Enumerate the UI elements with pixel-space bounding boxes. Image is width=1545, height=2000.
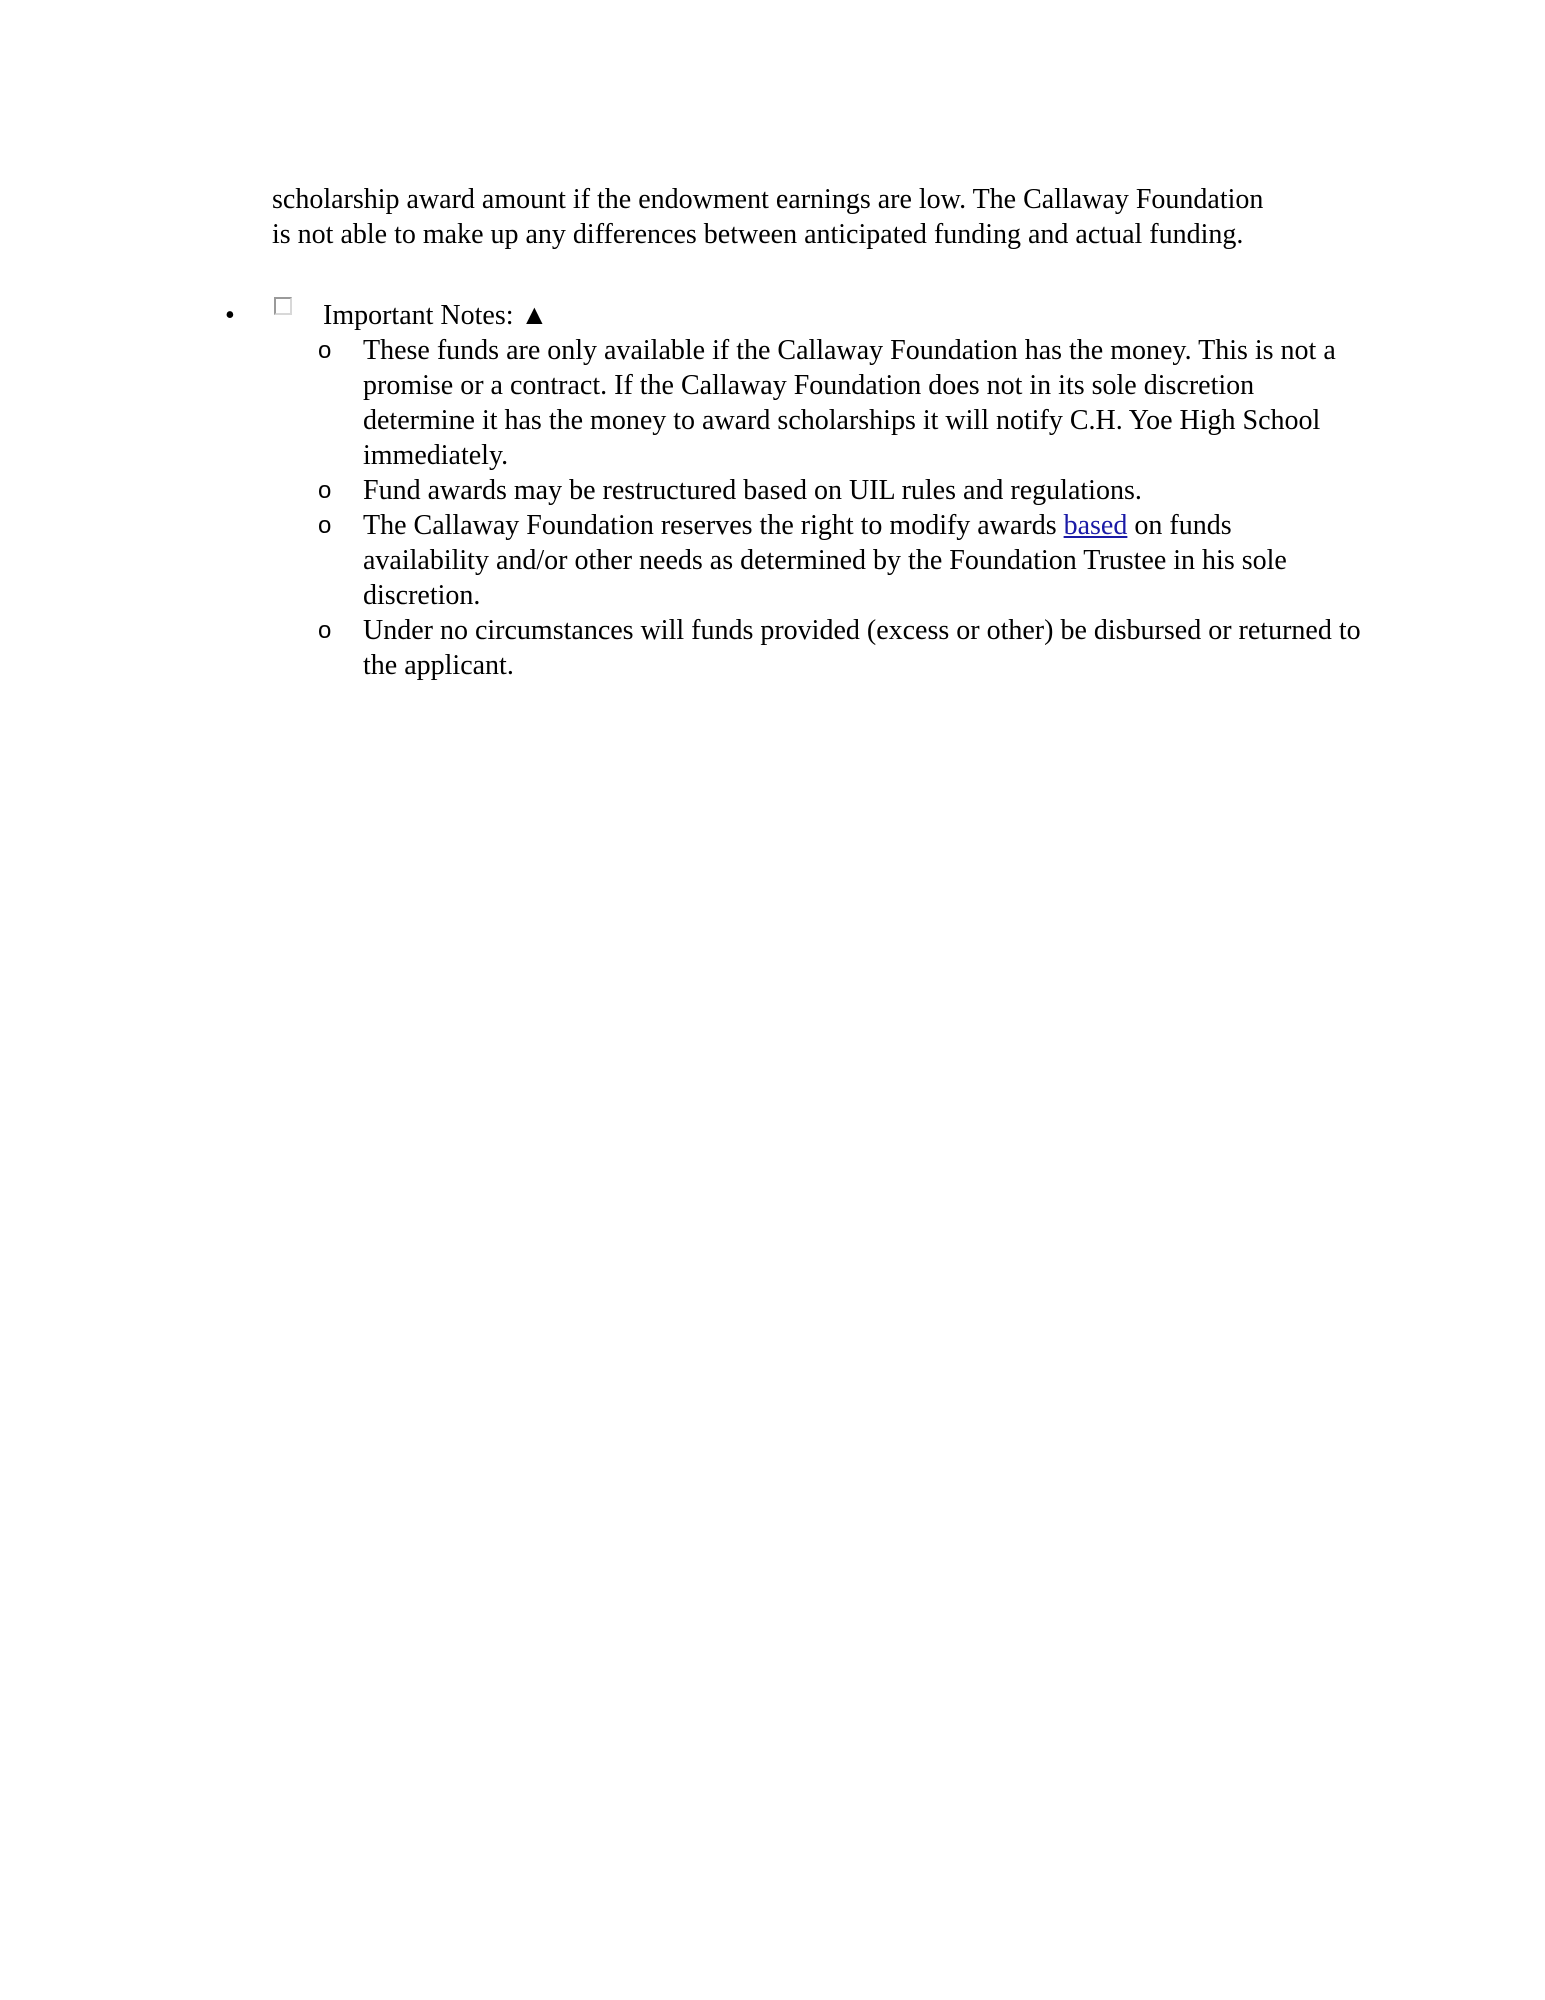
list-item xyxy=(0,473,1545,508)
intro-paragraph xyxy=(272,182,1372,252)
intro-line-2: is not able to make up any differences between anticipated funding and actual funding. xyxy=(272,219,1244,250)
note-text xyxy=(363,508,1363,613)
list-item xyxy=(0,333,1545,473)
important-notes-heading: Important Notes: ▲ xyxy=(323,300,549,331)
notes-list xyxy=(0,333,1545,683)
note-text-after-link: on funds availability and/or other needs as determined by the Foundation Trustee in his sole discretion. xyxy=(363,510,1287,611)
based-link[interactable]: based xyxy=(1063,510,1128,541)
checkbox-icon[interactable] xyxy=(274,297,292,315)
note-text: Fund awards may be restructured based on UIL rules and regulations. xyxy=(363,475,1142,506)
intro-line-1: scholarship award amount if the endowment earnings are low. The Callaway Foundation xyxy=(272,184,1264,215)
note-text: These funds are only available if the Callaway Foundation has the money. This is not a promise or a contract. If the Callaway Foundation does not in its sole discretion determine it has the money to award scholarships it will notify C.H. Yoe High School immediately. xyxy=(363,335,1336,471)
list-item xyxy=(0,508,1545,613)
note-text: Under no circumstances will funds provided (excess or other) be disbursed or returned to the applicant. xyxy=(363,615,1361,681)
note-text-before-link: The Callaway Foundation reserves the right to modify awards xyxy=(363,510,1064,541)
sub-bullet-marker: o xyxy=(318,617,332,644)
sub-bullet-marker: o xyxy=(318,512,332,539)
bullet-marker: • xyxy=(225,300,235,331)
list-item xyxy=(0,613,1545,683)
sub-bullet-marker: o xyxy=(318,337,332,364)
sub-bullet-marker: o xyxy=(318,477,332,504)
